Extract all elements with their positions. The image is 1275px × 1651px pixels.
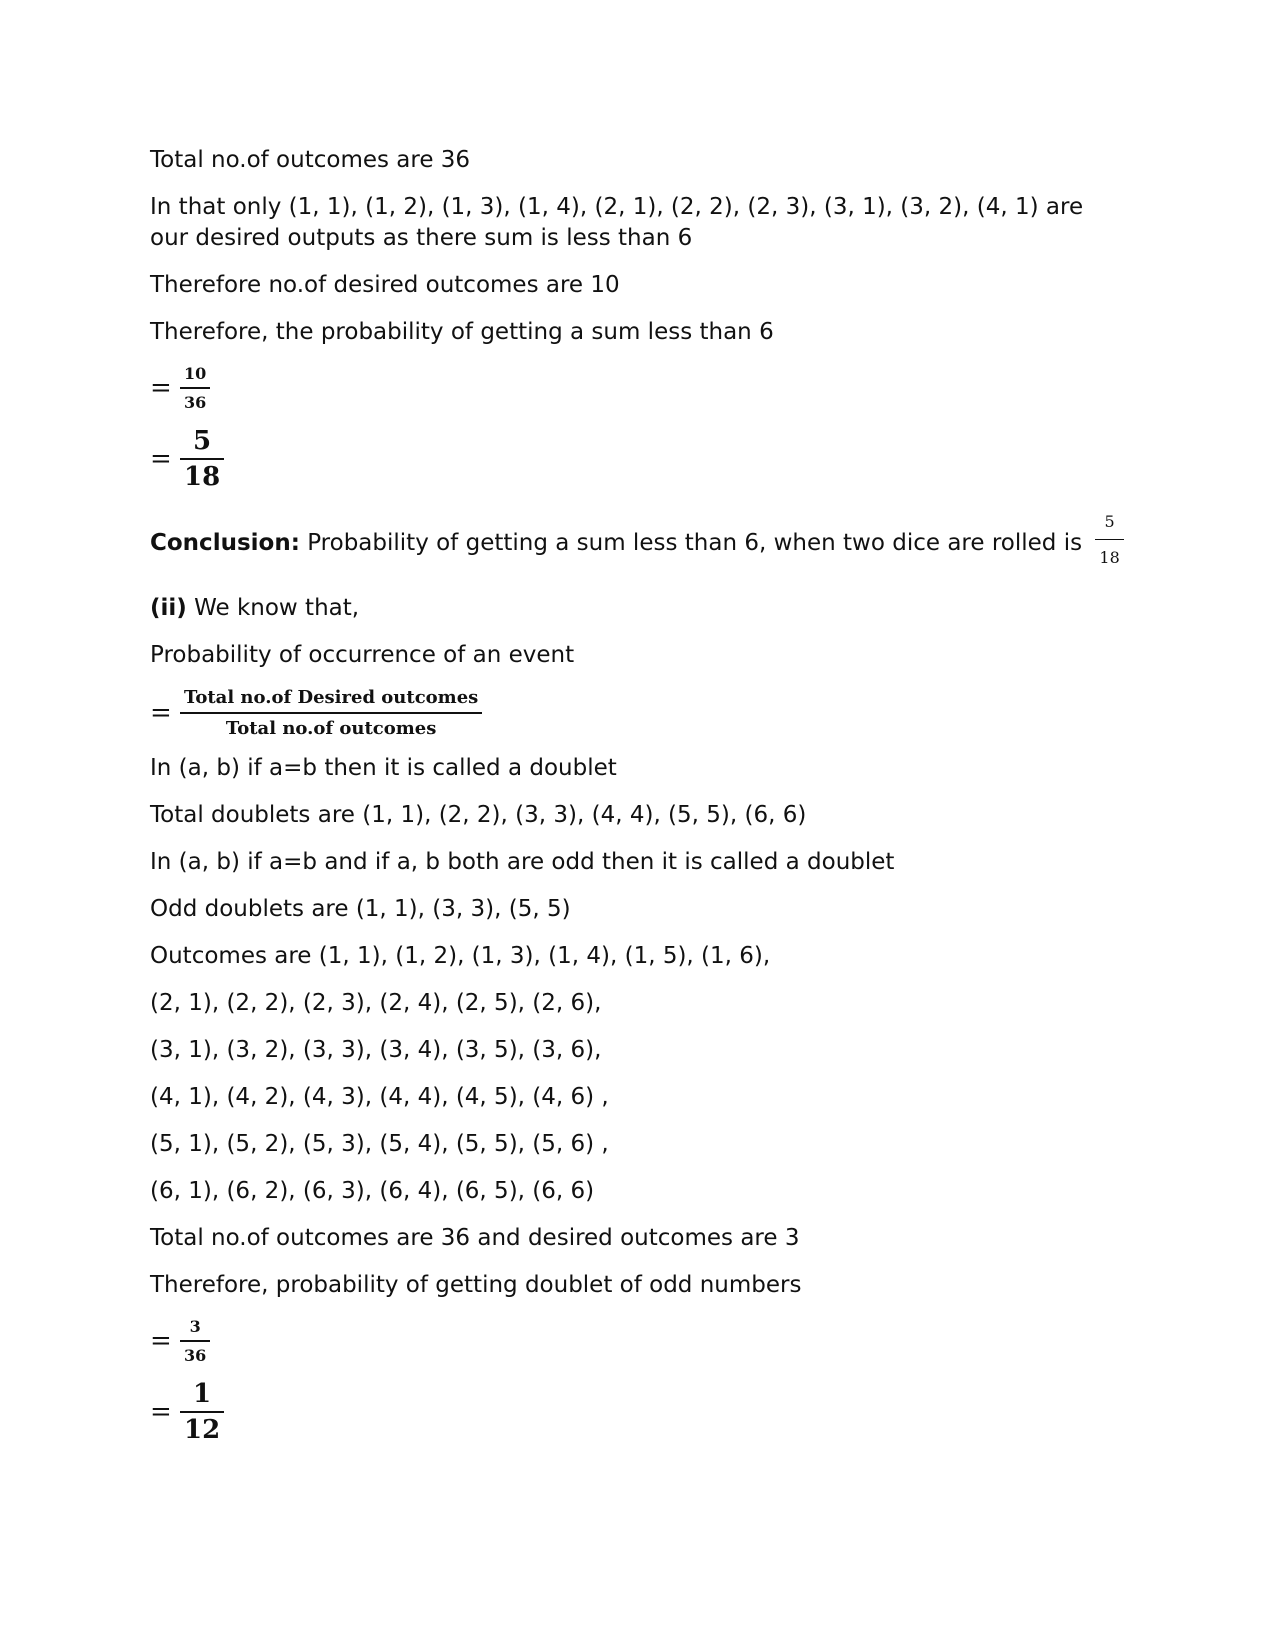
part-ii-label: (ii)	[150, 595, 187, 621]
part-ii-intro-text: We know that,	[194, 595, 360, 621]
denominator: 36	[184, 1346, 207, 1365]
conclusion-text: Probability of getting a sum less than 6, when two dice are rolled is	[307, 530, 1083, 556]
equals-sign: =	[150, 1397, 172, 1427]
denominator: 18	[184, 462, 221, 492]
denominator: 12	[184, 1415, 221, 1445]
outcomes-row: (6, 1), (6, 2), (6, 3), (6, 4), (6, 5), (6, 6)	[150, 1178, 595, 1204]
formula-heading: Probability of occurrence of an event	[150, 642, 575, 668]
probability-formula	[150, 687, 1110, 739]
probability-statement: Therefore, the probability of getting a sum less than 6	[150, 319, 774, 345]
fraction	[180, 687, 482, 739]
equals-sign: =	[150, 1326, 172, 1356]
summary-text: Total no.of outcomes are 36 and desired outcomes are 3	[150, 1225, 800, 1251]
equation-1-over-12	[150, 1379, 1110, 1445]
total-doublets: Total doublets are (1, 1), (2, 2), (3, 3), (4, 4), (5, 5), (6, 6)	[150, 802, 807, 828]
outcomes-row: (3, 1), (3, 2), (3, 3), (3, 4), (3, 5), (3, 6),	[150, 1037, 602, 1063]
part-ii-intro	[150, 593, 1110, 624]
numerator: 5	[193, 426, 212, 456]
outcomes-row: (4, 1), (4, 2), (4, 3), (4, 4), (4, 5), (4, 6) ,	[150, 1084, 609, 1110]
numerator: 3	[189, 1317, 201, 1336]
desired-outcomes-list: In that only (1, 1), (1, 2), (1, 3), (1, 4), (2, 1), (2, 2), (2, 3), (3, 1), (3, 2), (4, 1) are our desired outputs as there sum is less than 6	[150, 194, 1084, 251]
denominator: Total no.of outcomes	[225, 718, 437, 739]
conclusion-fraction	[1095, 506, 1123, 573]
fraction	[180, 364, 210, 412]
conclusion-label: Conclusion:	[150, 530, 300, 556]
numerator: 1	[193, 1379, 212, 1409]
numerator: 5	[1104, 512, 1115, 531]
outcomes-row: (2, 1), (2, 2), (2, 3), (2, 4), (2, 5), (2, 6),	[150, 990, 602, 1016]
desired-count-text: Therefore no.of desired outcomes are 10	[150, 272, 620, 298]
probability-statement-ii: Therefore, probability of getting doublet of odd numbers	[150, 1272, 802, 1298]
total-outcomes-text: Total no.of outcomes are 36	[150, 147, 471, 173]
equals-sign: =	[150, 373, 172, 403]
fraction	[180, 1317, 210, 1365]
conclusion	[150, 510, 1120, 577]
denominator: 36	[184, 393, 207, 412]
equation-10-over-36	[150, 364, 1110, 412]
fraction	[180, 1379, 224, 1445]
outcomes-row: Outcomes are (1, 1), (1, 2), (1, 3), (1, 4), (1, 5), (1, 6),	[150, 943, 771, 969]
odd-doublet-definition: In (a, b) if a=b and if a, b both are odd then it is called a doublet	[150, 849, 895, 875]
denominator: 18	[1099, 548, 1120, 567]
equation-3-over-36	[150, 1317, 1110, 1365]
equals-sign: =	[150, 444, 172, 474]
doublet-definition: In (a, b) if a=b then it is called a doublet	[150, 755, 617, 781]
numerator: Total no.of Desired outcomes	[184, 687, 479, 708]
equals-sign: =	[150, 698, 172, 728]
fraction	[180, 426, 224, 492]
odd-doublets: Odd doublets are (1, 1), (3, 3), (5, 5)	[150, 896, 571, 922]
equation-5-over-18	[150, 426, 1110, 492]
numerator: 10	[184, 364, 207, 383]
outcomes-row: (5, 1), (5, 2), (5, 3), (5, 4), (5, 5), (5, 6) ,	[150, 1131, 609, 1157]
document-page	[150, 145, 1120, 1459]
